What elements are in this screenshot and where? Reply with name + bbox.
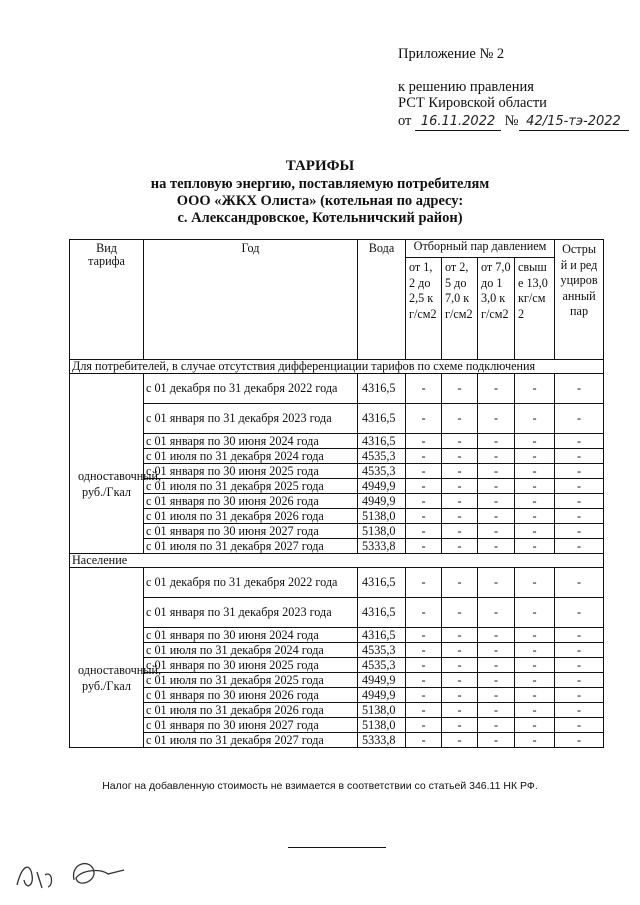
vat-footnote: Налог на добавленную стоимость не взимается в соответствии со статьей 346.11 НК РФ. [102, 780, 538, 792]
dash-cell: - [406, 703, 442, 718]
water-tariff-cell: 4949,9 [358, 479, 406, 494]
dash-cell: - [555, 568, 604, 598]
dash-cell: - [442, 404, 478, 434]
dash-cell: - [442, 539, 478, 554]
header-steam-4: свыше 13,0 кг/см2 [515, 258, 555, 360]
consumers-tariff-type: одноставочный, руб./Гкал [70, 374, 144, 554]
dash-cell: - [406, 509, 442, 524]
section-consumers-label: Для потребителей, в случае отсутствия дифференциации тарифов по схеме подключения [70, 360, 604, 374]
table-row [70, 703, 604, 718]
dash-cell: - [442, 524, 478, 539]
dash-cell: - [442, 733, 478, 748]
period-cell: с 01 января по 31 декабря 2023 года [144, 598, 358, 628]
table-row [70, 539, 604, 554]
dash-cell: - [555, 464, 604, 479]
tariff-table [69, 239, 604, 748]
dash-cell: - [478, 494, 515, 509]
table-row [70, 568, 604, 598]
appendix-label: Приложение № 2 [398, 46, 505, 62]
dash-cell: - [515, 434, 555, 449]
period-cell: с 01 января по 31 декабря 2023 года [144, 404, 358, 434]
dash-cell: - [442, 598, 478, 628]
doc-subtitle-1: на тепловую энергию, поставляемую потребителям [150, 176, 490, 192]
dash-cell: - [406, 568, 442, 598]
dash-cell: - [555, 628, 604, 643]
table-row [70, 374, 604, 404]
dash-cell: - [515, 718, 555, 733]
population-tariff-type: одноставочный, руб./Гкал [70, 568, 144, 748]
water-tariff-cell: 4535,3 [358, 658, 406, 673]
dash-cell: - [478, 479, 515, 494]
dash-cell: - [555, 539, 604, 554]
period-cell: с 01 января по 30 июня 2024 года [144, 434, 358, 449]
dash-cell: - [478, 464, 515, 479]
section-population [70, 554, 604, 568]
dash-cell: - [442, 703, 478, 718]
decision-number: 42/15-тэ-2022 [519, 114, 629, 131]
period-cell: с 01 января по 30 июня 2024 года [144, 628, 358, 643]
dash-cell: - [406, 673, 442, 688]
table-row [70, 479, 604, 494]
dash-cell: - [478, 658, 515, 673]
table-row [70, 658, 604, 673]
section-population-label: Население [70, 554, 604, 568]
table-row [70, 404, 604, 434]
dash-cell: - [555, 374, 604, 404]
dash-cell: - [442, 434, 478, 449]
dash-cell: - [442, 464, 478, 479]
header-year: Год [144, 240, 358, 360]
dash-cell: - [406, 524, 442, 539]
header-tariff-type: Вид тарифа [70, 240, 144, 360]
water-tariff-cell: 5138,0 [358, 509, 406, 524]
period-cell: с 01 июля по 31 декабря 2027 года [144, 539, 358, 554]
table-row [70, 524, 604, 539]
dash-cell: - [406, 479, 442, 494]
dash-cell: - [515, 539, 555, 554]
period-cell: с 01 января по 30 июня 2026 года [144, 688, 358, 703]
dash-cell: - [406, 628, 442, 643]
dash-cell: - [442, 673, 478, 688]
dash-cell: - [515, 688, 555, 703]
dash-cell: - [555, 658, 604, 673]
dash-cell: - [515, 658, 555, 673]
period-cell: с 01 июля по 31 декабря 2026 года [144, 509, 358, 524]
water-tariff-cell: 5138,0 [358, 703, 406, 718]
dash-cell: - [555, 524, 604, 539]
dash-cell: - [478, 628, 515, 643]
dash-cell: - [478, 703, 515, 718]
dash-cell: - [442, 568, 478, 598]
dash-cell: - [555, 703, 604, 718]
table-row [70, 598, 604, 628]
water-tariff-cell: 4316,5 [358, 374, 406, 404]
period-cell: с 01 января по 30 июня 2025 года [144, 464, 358, 479]
header-steam-1: от 1,2 до 2,5 кг/см2 [406, 258, 442, 360]
dash-cell: - [442, 374, 478, 404]
water-tariff-cell: 4316,5 [358, 404, 406, 434]
dash-cell: - [406, 494, 442, 509]
water-tariff-cell: 5138,0 [358, 524, 406, 539]
dash-cell: - [555, 673, 604, 688]
header-steam-2: от 2,5 до 7,0 кг/см2 [442, 258, 478, 360]
doc-subtitle-3: с. Александровское, Котельничский район) [177, 210, 463, 226]
dash-cell: - [478, 404, 515, 434]
period-cell: с 01 июля по 31 декабря 2024 года [144, 643, 358, 658]
period-cell: с 01 июля по 31 декабря 2025 года [144, 673, 358, 688]
dash-cell: - [442, 643, 478, 658]
period-cell: с 01 июля по 31 декабря 2027 года [144, 733, 358, 748]
doc-title: ТАРИФЫ [285, 158, 355, 174]
water-tariff-cell: 4316,5 [358, 434, 406, 449]
header-steam-3: от 7,0 до 13,0 кг/см2 [478, 258, 515, 360]
dash-cell: - [478, 688, 515, 703]
decision-date: 16.11.2022 [415, 114, 501, 131]
doc-subtitle-2: ООО «ЖКХ Олиста» (котельная по адресу: [176, 193, 464, 209]
dash-cell: - [442, 658, 478, 673]
period-cell: с 01 января по 30 июня 2025 года [144, 658, 358, 673]
table-header-row [70, 240, 604, 258]
dash-cell: - [555, 434, 604, 449]
dash-cell: - [515, 449, 555, 464]
divider-line [288, 847, 386, 848]
period-cell: с 01 июля по 31 декабря 2026 года [144, 703, 358, 718]
number-prefix: № [504, 113, 519, 129]
dash-cell: - [406, 658, 442, 673]
water-tariff-cell: 4316,5 [358, 598, 406, 628]
dash-cell: - [555, 733, 604, 748]
dash-cell: - [478, 539, 515, 554]
dash-cell: - [442, 509, 478, 524]
water-tariff-cell: 5333,8 [358, 539, 406, 554]
table-row [70, 673, 604, 688]
dash-cell: - [478, 509, 515, 524]
dash-cell: - [515, 673, 555, 688]
dash-cell: - [515, 464, 555, 479]
dash-cell: - [555, 598, 604, 628]
period-cell: с 01 января по 30 июня 2026 года [144, 494, 358, 509]
dash-cell: - [406, 643, 442, 658]
water-tariff-cell: 4316,5 [358, 568, 406, 598]
dash-cell: - [478, 643, 515, 658]
dash-cell: - [406, 449, 442, 464]
dash-cell: - [515, 703, 555, 718]
dash-cell: - [442, 479, 478, 494]
period-cell: с 01 января по 30 июня 2027 года [144, 718, 358, 733]
dash-cell: - [478, 718, 515, 733]
dash-cell: - [406, 374, 442, 404]
dash-cell: - [515, 524, 555, 539]
dash-cell: - [478, 434, 515, 449]
table-row [70, 464, 604, 479]
date-prefix: от [398, 113, 412, 129]
table-row [70, 733, 604, 748]
table-row [70, 688, 604, 703]
water-tariff-cell: 4949,9 [358, 688, 406, 703]
dash-cell: - [406, 718, 442, 733]
table-row [70, 643, 604, 658]
dash-cell: - [478, 733, 515, 748]
date-line [398, 113, 629, 131]
dash-cell: - [442, 494, 478, 509]
header-water: Вода [358, 240, 406, 360]
dash-cell: - [515, 568, 555, 598]
section-consumers [70, 360, 604, 374]
dash-cell: - [442, 718, 478, 733]
period-cell: с 01 июля по 31 декабря 2024 года [144, 449, 358, 464]
table-row [70, 628, 604, 643]
dash-cell: - [555, 479, 604, 494]
dash-cell: - [478, 673, 515, 688]
authority-line: РСТ Кировской области [398, 95, 547, 111]
dash-cell: - [478, 524, 515, 539]
dash-cell: - [478, 568, 515, 598]
dash-cell: - [515, 404, 555, 434]
water-tariff-cell: 4535,3 [358, 464, 406, 479]
dash-cell: - [406, 598, 442, 628]
period-cell: с 01 января по 30 июня 2027 года [144, 524, 358, 539]
table-row [70, 494, 604, 509]
dash-cell: - [406, 539, 442, 554]
dash-cell: - [515, 374, 555, 404]
dash-cell: - [515, 598, 555, 628]
dash-cell: - [406, 464, 442, 479]
dash-cell: - [555, 494, 604, 509]
dash-cell: - [515, 643, 555, 658]
header-hot-steam: Острый и редуцированный пар [555, 240, 604, 360]
dash-cell: - [555, 718, 604, 733]
table-row [70, 449, 604, 464]
dash-cell: - [555, 449, 604, 464]
dash-cell: - [555, 404, 604, 434]
dash-cell: - [515, 494, 555, 509]
dash-cell: - [555, 643, 604, 658]
period-cell: с 01 июля по 31 декабря 2025 года [144, 479, 358, 494]
dash-cell: - [442, 688, 478, 703]
dash-cell: - [515, 628, 555, 643]
header-steam: Отборный пар давлением [406, 240, 555, 258]
dash-cell: - [442, 449, 478, 464]
water-tariff-cell: 4949,9 [358, 494, 406, 509]
decision-line: к решению правления [398, 79, 534, 95]
table-row [70, 718, 604, 733]
dash-cell: - [478, 598, 515, 628]
water-tariff-cell: 5333,8 [358, 733, 406, 748]
water-tariff-cell: 4949,9 [358, 673, 406, 688]
dash-cell: - [478, 374, 515, 404]
dash-cell: - [406, 404, 442, 434]
dash-cell: - [515, 733, 555, 748]
table-row [70, 509, 604, 524]
water-tariff-cell: 4316,5 [358, 628, 406, 643]
water-tariff-cell: 4535,3 [358, 449, 406, 464]
water-tariff-cell: 5138,0 [358, 718, 406, 733]
dash-cell: - [442, 628, 478, 643]
dash-cell: - [478, 449, 515, 464]
period-cell: с 01 декабря по 31 декабря 2022 года [144, 568, 358, 598]
dash-cell: - [555, 509, 604, 524]
signature-scribble [12, 850, 132, 895]
dash-cell: - [406, 688, 442, 703]
dash-cell: - [406, 733, 442, 748]
water-tariff-cell: 4535,3 [358, 643, 406, 658]
period-cell: с 01 декабря по 31 декабря 2022 года [144, 374, 358, 404]
dash-cell: - [555, 688, 604, 703]
dash-cell: - [515, 479, 555, 494]
table-row [70, 434, 604, 449]
dash-cell: - [515, 509, 555, 524]
dash-cell: - [406, 434, 442, 449]
